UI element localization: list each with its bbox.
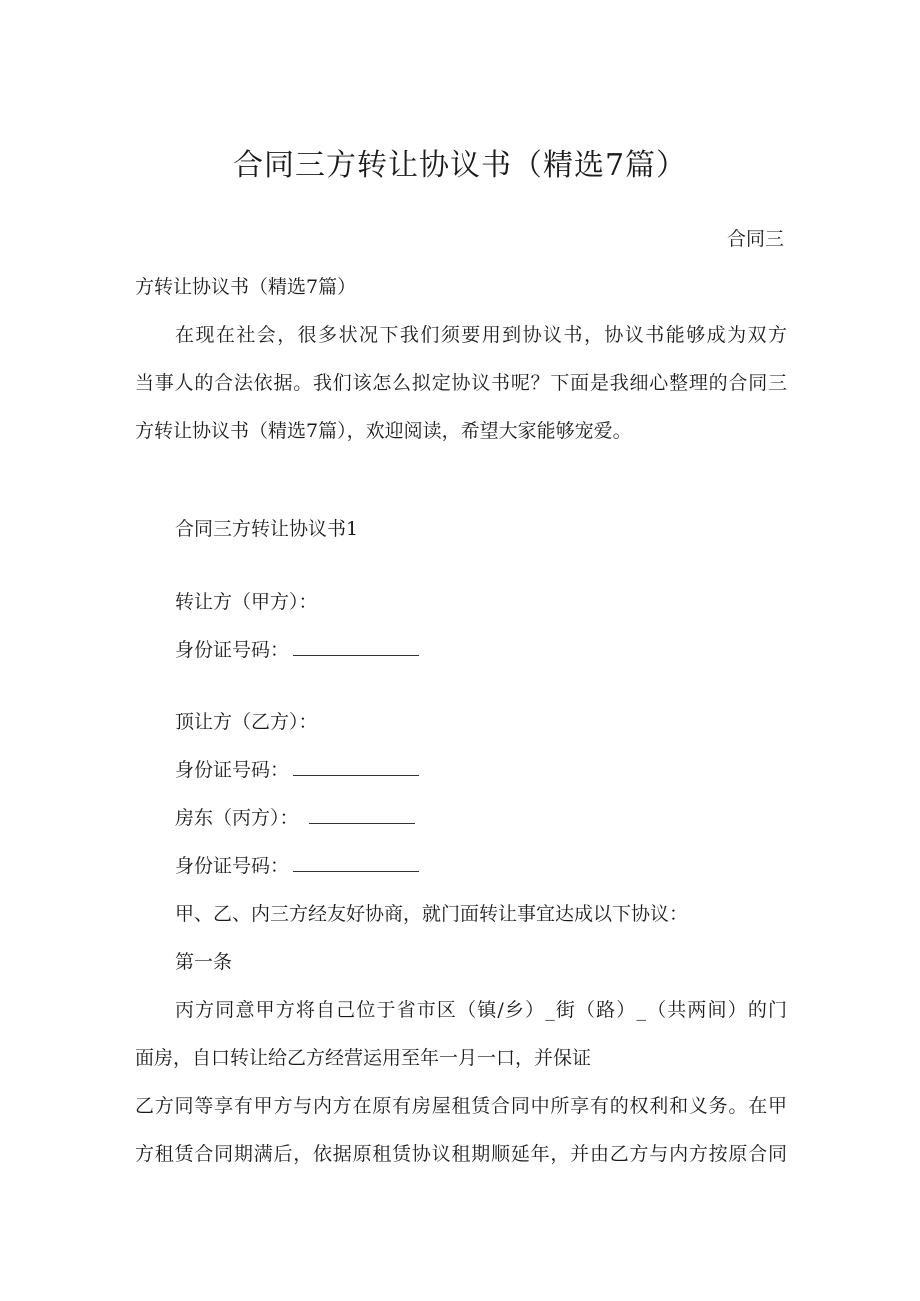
- landlord-row: [175, 805, 415, 831]
- intro-line-2: 当事人的合法依据。我们该怎么拟定协议书呢？下面是我细心整理的合同三: [135, 372, 787, 394]
- intro-line-3: 方转让协议书（精选7篇），欢迎阅读，希望大家能够宠爱。: [135, 420, 632, 442]
- party-a-id-blank: [293, 637, 419, 656]
- subtitle-part1: 合同三: [727, 228, 785, 250]
- party-b-id-row: [175, 757, 419, 783]
- intro-line-1: 在现在社会，很多状况下我们须要用到协议书，协议书能够成为双方: [175, 324, 787, 346]
- party-a-id-row: [175, 637, 419, 663]
- landlord-label: 房东（丙方）：: [175, 807, 299, 829]
- agreement-line: 甲、乙、内三方经友好协商，就门面转让事宜达成以下协议：: [175, 903, 689, 925]
- body-line-4: 方租赁合同期满后，依据原租赁协议租期顺延年，并由乙方与内方按原合同: [135, 1143, 787, 1165]
- landlord-id-blank: [293, 853, 419, 872]
- body-line-2: 面房，自口转让给乙方经营运用至年一月一口，并保证: [135, 1047, 592, 1069]
- landlord-id-row: [175, 853, 419, 879]
- party-b-label: 顶让方（乙方）：: [175, 711, 318, 733]
- id-label: 身份证号码：: [175, 639, 290, 661]
- document-title: 合同三方转让协议书（精选7篇）: [232, 148, 688, 183]
- body-line-3: 乙方同等享有甲方与内方在原有房屋租赁合同中所享有的权利和义务。在甲: [135, 1095, 787, 1117]
- id-label: 身份证号码：: [175, 759, 290, 781]
- id-label: 身份证号码：: [175, 855, 290, 877]
- subtitle-part2: 方转让协议书（精选7篇）: [135, 276, 357, 298]
- article-1-heading: 第一条: [175, 951, 233, 973]
- section-heading: 合同三方转让协议书1: [175, 518, 359, 540]
- landlord-blank: [309, 805, 415, 824]
- party-b-id-blank: [293, 757, 419, 776]
- party-a-label: 转让方（甲方）：: [175, 591, 318, 613]
- body-line-1: 丙方同意甲方将自己位于省市区（镇/乡）_街（路）_（共两间）的门: [175, 999, 787, 1021]
